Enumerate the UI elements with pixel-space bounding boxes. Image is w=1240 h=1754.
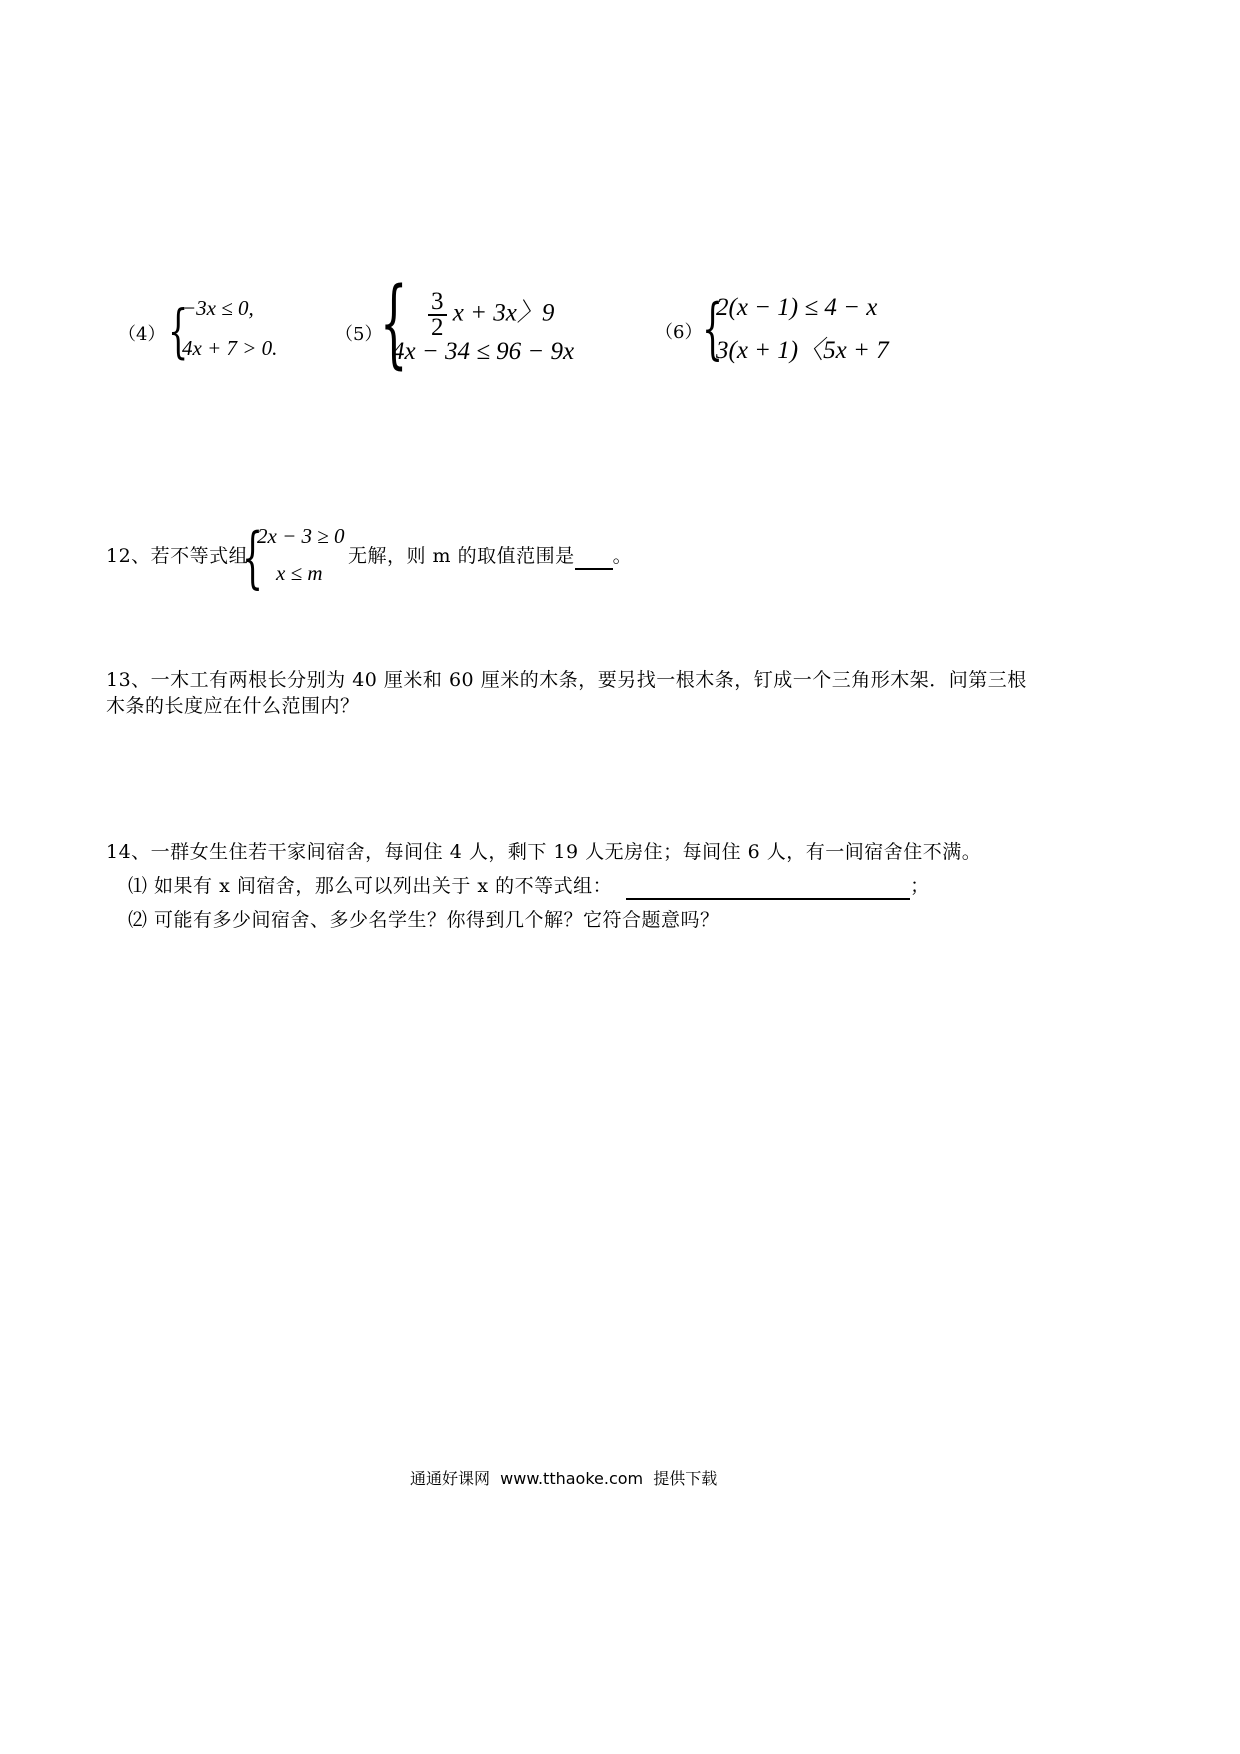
problem-4-line1: −3x ≤ 0, xyxy=(182,296,254,320)
q12-answer-blank[interactable] xyxy=(575,546,613,570)
q14-part1-text: ⑴ 如果有 x 间宿舍，那么可以列出关于 x 的不等式组： xyxy=(128,875,613,897)
q13-line2: 木条的长度应在什么范围内？ xyxy=(106,695,360,717)
problem-6-label: （6） xyxy=(655,322,703,343)
q12-line1: 2x − 3 ≥ 0 xyxy=(257,524,345,548)
left-brace-icon: { xyxy=(380,267,408,379)
q14-part1-end: ； xyxy=(910,875,930,897)
problem-5-line1-text: x + 3x〉9 xyxy=(452,299,555,327)
problem-6-line2: 3(x + 1)〈5x + 7 xyxy=(716,337,889,364)
q12-prefix: 12、若不等式组 xyxy=(106,545,249,567)
problem-5-line2: 4x − 34 ≤ 96 − 9x xyxy=(392,338,575,365)
problem-4-line2: 4x + 7 > 0. xyxy=(182,336,278,360)
left-brace-icon: { xyxy=(242,519,263,596)
q12-end: 。 xyxy=(612,545,633,567)
problem-5-line1 xyxy=(428,290,554,340)
q12-suffix xyxy=(348,542,632,570)
q14-stem: 14、一群女生住若干家间宿舍，每间住 4 人，剩下 19 人无房住；每间住 6 人，有一间宿舍住不满。 xyxy=(106,841,982,863)
problem-4-label: （4） xyxy=(118,324,166,345)
fraction xyxy=(428,290,447,340)
q12-line2: x ≤ m xyxy=(276,561,323,585)
problem-6-line1: 2(x − 1) ≤ 4 − x xyxy=(716,294,878,321)
fraction-numerator: 3 xyxy=(428,290,447,316)
q12-suffix-text: 无解，则 m 的取值范围是 xyxy=(348,545,575,567)
left-brace-icon: { xyxy=(168,297,189,365)
q14-part2: ⑵ 可能有多少间宿舍、多少名学生？你得到几个解？它符合题意吗？ xyxy=(128,909,720,931)
fraction-denominator: 2 xyxy=(431,314,444,341)
q13-line1: 13、一木工有两根长分别为 40 厘米和 60 厘米的木条，要另找一根木条，钉成一个三角形木架．问第三根 xyxy=(106,669,1027,691)
q14-answer-blank[interactable] xyxy=(626,876,910,900)
problem-5-label: （5） xyxy=(335,324,383,345)
q14-part1 xyxy=(128,872,930,900)
left-brace-icon: { xyxy=(702,290,723,367)
footer-credit: 通通好课网 www.tthaoke.com 提供下载 xyxy=(410,1469,718,1488)
